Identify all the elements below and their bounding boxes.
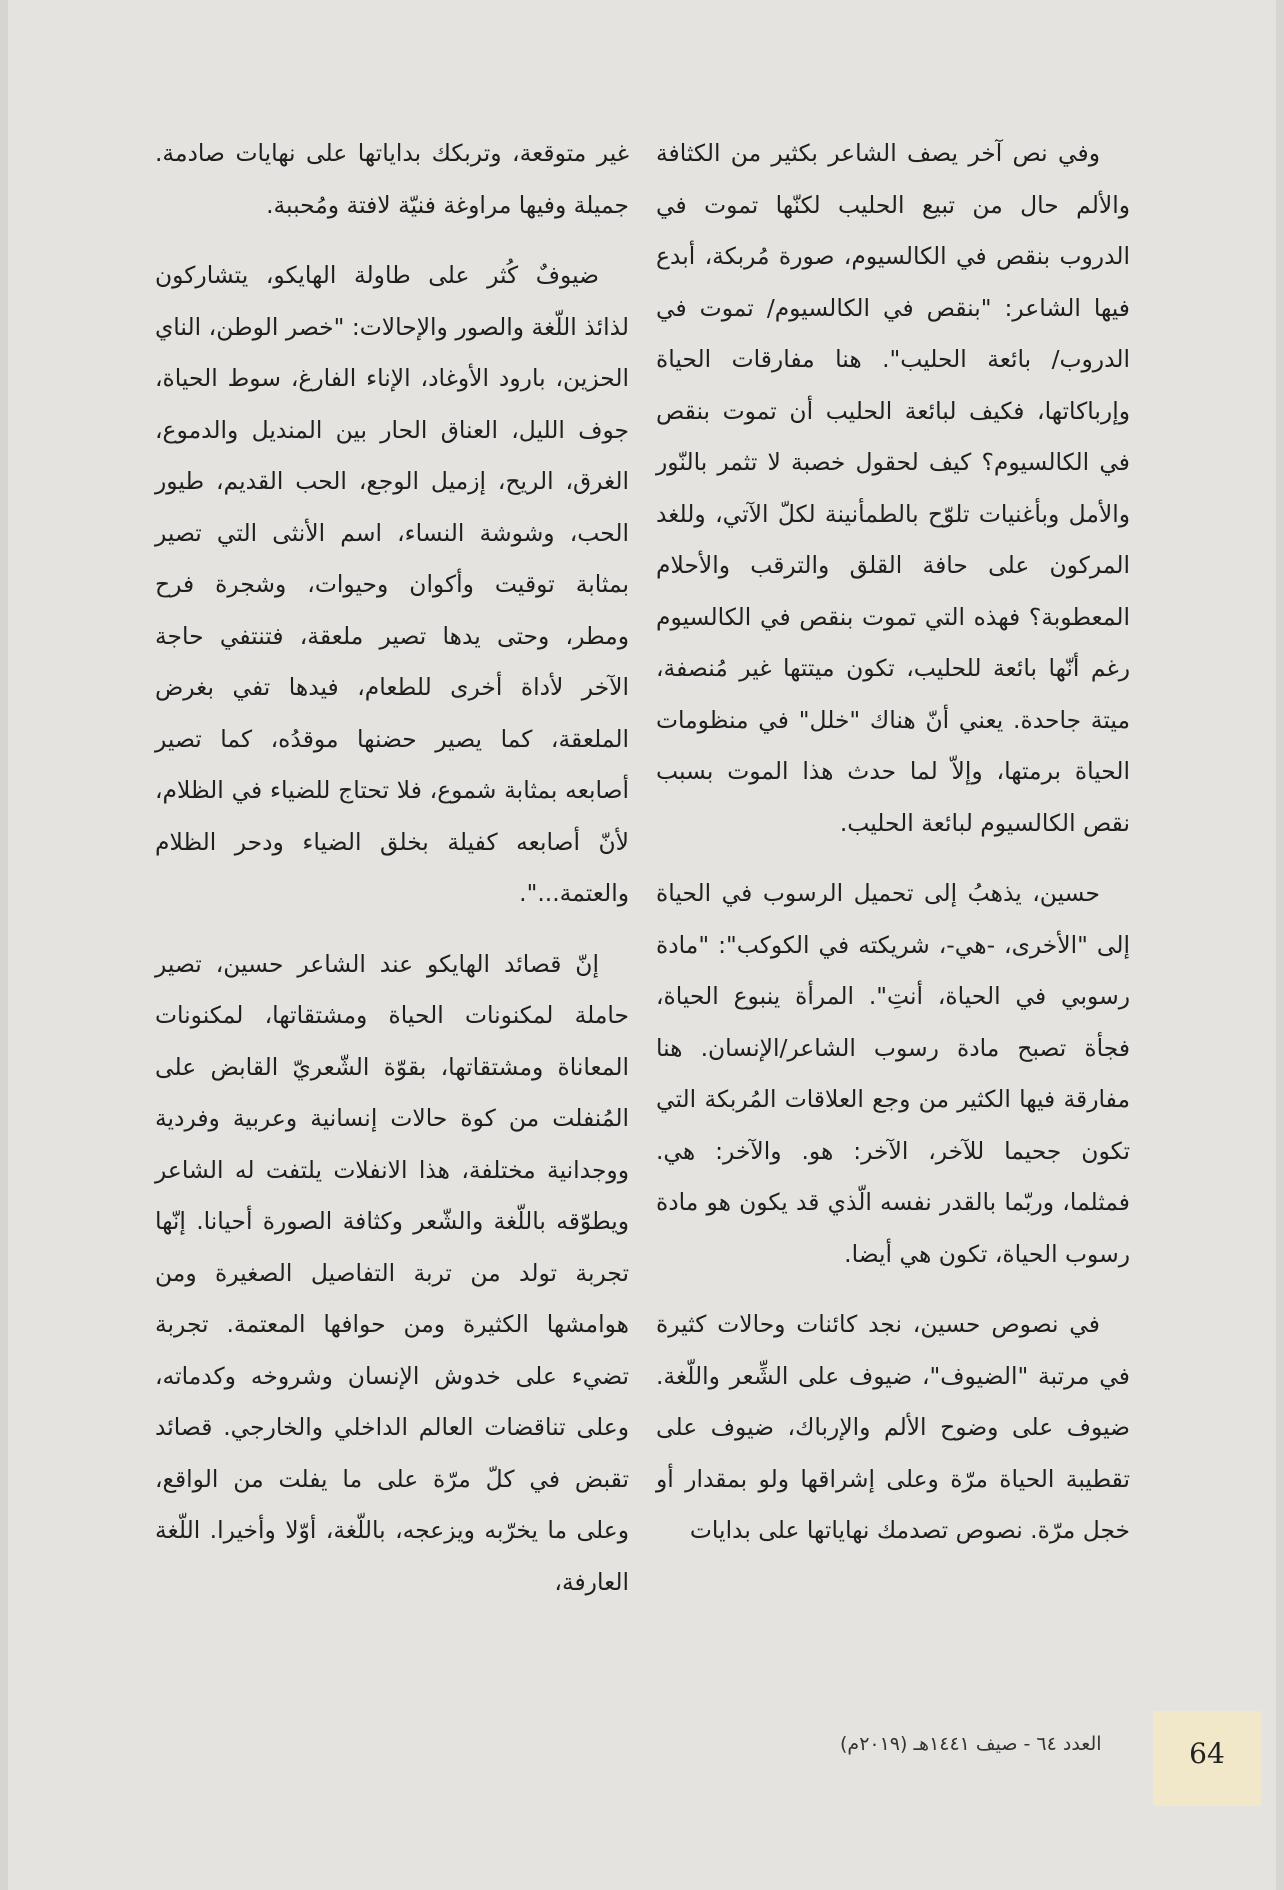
page-edge-left	[0, 0, 8, 1890]
paragraph-milk-seller: وفي نص آخر يصف الشاعر بكثير من الكثافة والألم حال من تبيع الحليب لكنّها تموت في الدروب بنقص في الكالسيوم، صورة مُربكة، أبدع فيها الشاعر: "بنقص في الكالسيوم/ تموت في الدروب/ بائعة الحليب". هنا مفارقات الحياة وإرباكاتها، فكيف لبائعة الحليب أن تموت بنقص في الكالسيوم؟ كيف لحقول خصبة لا تثمر بالنّور والأمل وبأغنيات تلوّح بالطمأنينة لكلّ الآتي، وللغد المركون على حافة القلق والترقب والأحلام المعطوبة؟ فهذه التي تموت بنقص في الكالسيوم رغم أنّها بائعة للحليب، تكون ميتتها غير مُنصفة، ميتة جاحدة. يعني أنّ هناك "خلل" في منظومات الحياة برمتها، وإلاّ لما حدث هذا الموت بسبب نقص الكالسيوم لبائعة الحليب.	[656, 139, 1130, 837]
page-number: 64	[1189, 1737, 1225, 1770]
left-text-column	[155, 128, 629, 1608]
paragraph-guests: في نصوص حسين، نجد كائنات وحالات كثيرة في مرتبة "الضيوف"، ضيوف على الشِّعر واللّغة. ضيوف على وضوح الألم والإرباك، ضيوف على تقطيبة الحياة مرّة وعلى إشراقها ولو بمقدار أو خجل مرّة. نصوص تصدمك نهاياتها على بدايات	[656, 1310, 1130, 1544]
right-text-column	[656, 128, 1130, 1557]
issue-info: العدد ٦٤ - صيف ١٤٤١هـ (٢٠١٩م)	[840, 1733, 1102, 1755]
paragraph-haiku-poems: إنّ قصائد الهايكو عند الشاعر حسين، تصير حاملة لمكنونات الحياة ومشتقاتها، لمكنونات المعاناة ومشتقاتها، بقوّة الشّعريّ القابض على المُنفلت من كوة حالات إنسانية وعربية وفردية ووجدانية مختلفة، هذا الانفلات يلتفت له الشاعر ويطوّقه باللّغة والشّعر وكثافة الصورة أحيانا. إنّها تجربة تولد من تربة التفاصيل الصغيرة ومن هوامشها الكثيرة ومن حوافها المعتمة. تجربة تضيء على خدوش الإنسان وشروخه وكدماته، وعلى تناقضات العالم الداخلي والخارجي. قصائد تقبض في كلّ مرّة على ما يفلت من الواقع، وعلى ما يخرّبه ويزعجه، باللّغة، أوّلا وأخيرا. اللّغة العارفة،	[155, 949, 629, 1596]
paragraph-haiku-guests: ضيوفٌ كُثر على طاولة الهايكو، يتشاركون لذائذ اللّغة والصور والإحالات: "خصر الوطن، الناي الحزين، بارود الأوغاد، الإناء الفارغ، سوط الحياة، جوف الليل، العناق الحار بين المنديل والدموع، الغرق، الريح، إزميل الوجع، الحب القديم، طيور الحب، وشوشة النساء، اسم الأنثى التي تصير بمثابة توقيت وأكوان وحيوات، وشجرة فرح ومطر، وحتى يدها تصير ملعقة، فتنتفي حاجة الآخر لأداة أخرى للطعام، فيدها تفي بغرض الملعقة، كما يصير حضنها موقدُه، كما تصير أصابعه بمثابة شموع، فلا تحتاج للضياء في الظلام، لأنّ أصابعه كفيلة بخلق الضياء ودحر الظلام والعتمة...".	[155, 261, 629, 907]
paragraph-sediment: حسين، يذهبُ إلى تحميل الرسوب في الحياة إلى "الأخرى، -هي-، شريكته في الكوكب": "مادة رسوبي في الحياة، أنتِ". المرأة ينبوع الحياة، فجأة تصبح مادة رسوب الشاعر/الإنسان. هنا مفارقة فيها الكثير من وجع العلاقات المُربكة التي تكون جحيما للآخر، الآخر: هو. والآخر: هي. فمثلما، وربّما بالقدر نفسه الّذي قد يكون هو مادة رسوب الحياة، تكون هي أيضا.	[656, 879, 1130, 1268]
page-edge-right	[1276, 0, 1284, 1890]
paragraph-continuation: غير متوقعة، وتربكك بداياتها على نهايات صادمة. جميلة وفيها مراوغة فنيّة لافتة ومُحببة.	[155, 139, 629, 219]
page-number-box	[1153, 1711, 1261, 1806]
